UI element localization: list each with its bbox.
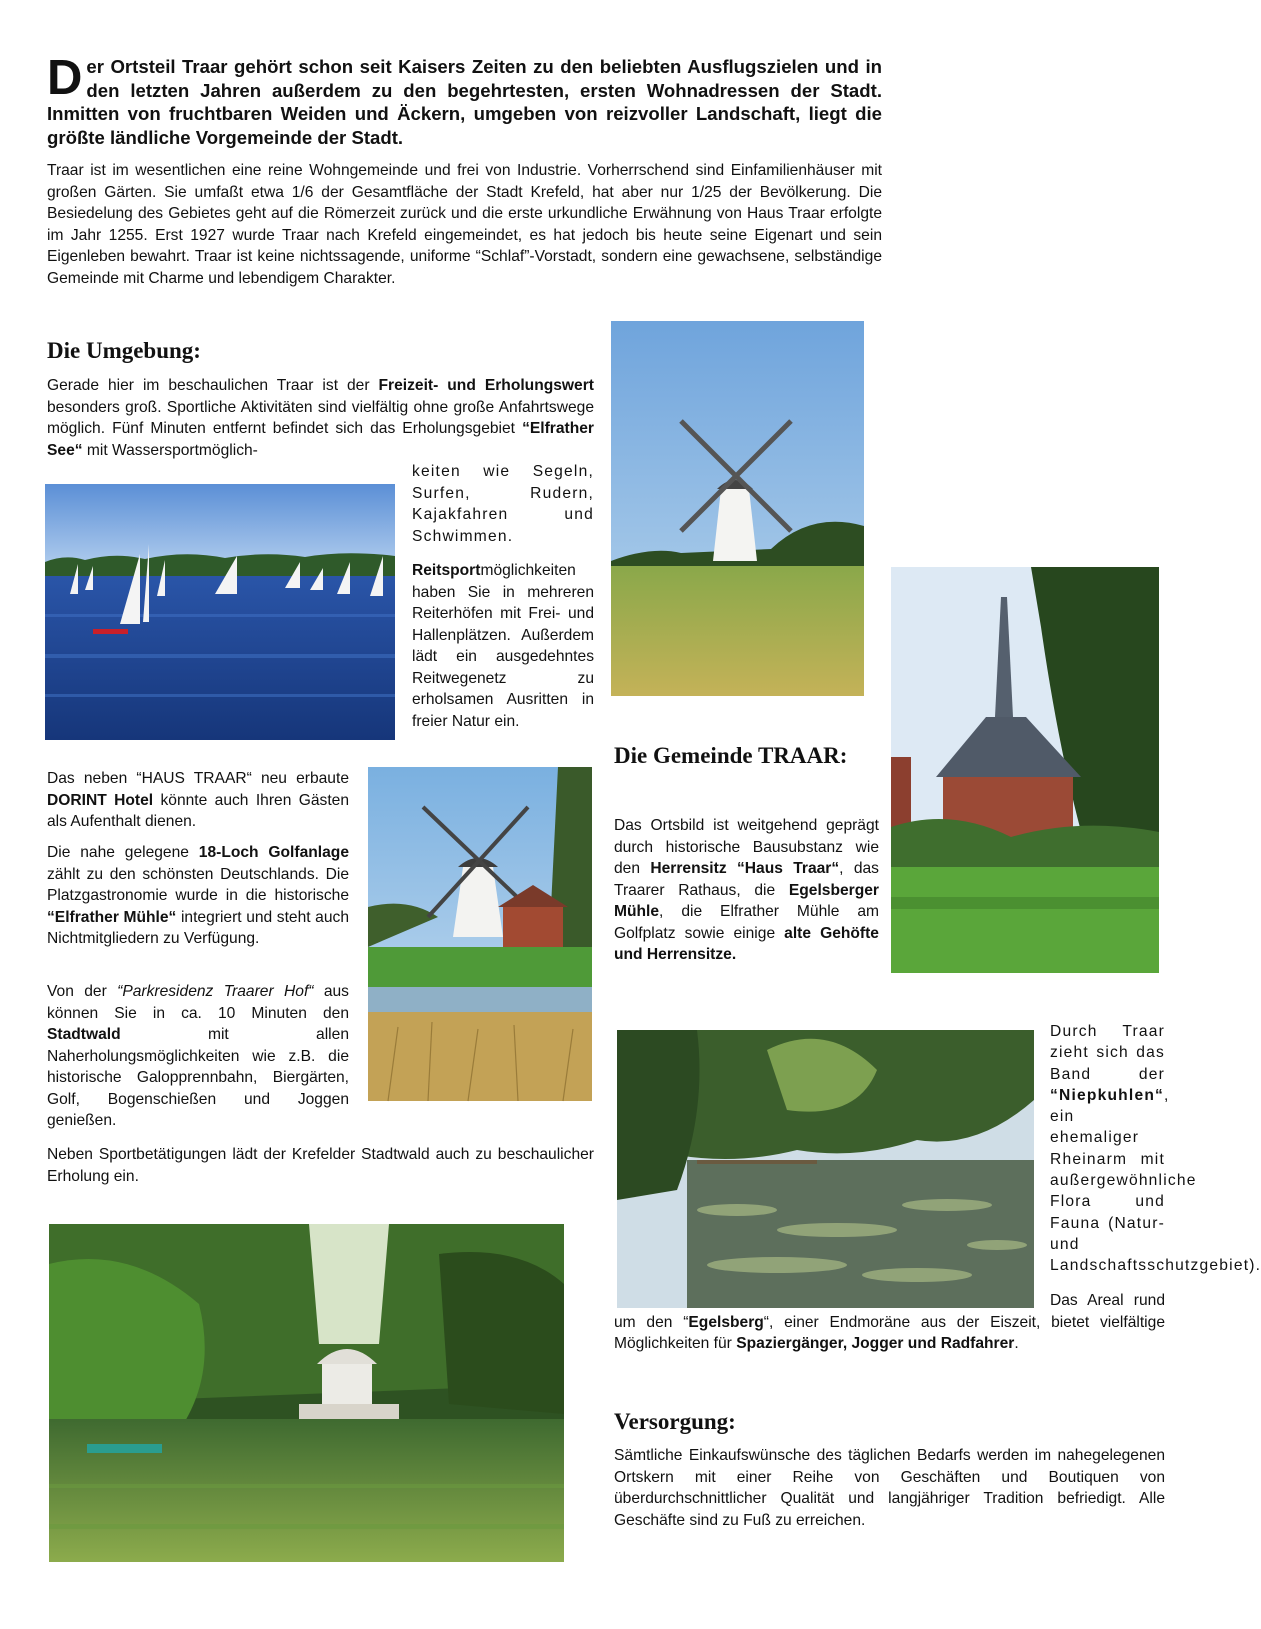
photo-sailing-lake — [45, 484, 395, 740]
photo-windmill-golf — [368, 767, 592, 1101]
lead-text: er Ortsteil Traar gehört schon seit Kaisers Zeiten zu den beliebten Ausflugszielen und in den letzten Jahren außerdem zu den begehrtesten, ersten Wohnadressen der Stadt. Inmitten von fruchtbaren Weiden und Äckern, umgeben von reizvoller Landschaft, liegt die größte ländliche Vorgemeinde der Stadt. — [47, 56, 882, 148]
gemeinde-p3: Das Areal rund um den “Egelsberg“, einer Endmoräne aus der Eiszeit, bietet vielfältige Möglichkeiten für Spaziergänger, Jogger und Radfahrer. — [614, 1292, 1165, 1352]
photo-chapel — [891, 567, 1159, 973]
heading-gemeinde: Die Gemeinde TRAAR: — [614, 743, 848, 768]
intro-body: Traar ist im wesentlichen eine reine Wohngemeinde und frei von Industrie. Vorherrschend sind Einfamilienhäuser mit großen Gärten. Sie umfaßt etwa 1/6 der Gesamtfläche der Stadt Krefeld, hat aber nur 1/25 der Bevölkerung. Die Besiedelung des Gebietes geht auf die Römerzeit zurück und die erste urkundliche Erwähnung von Haus Traar erfolgte im Jahr 1255. Erst 1927 wurde Traar nach Krefeld eingemeindet, es hat jedoch bis heute seine Eigenart und sein Eigenleben bewahrt. Traar ist keine nichtssagende, uniforme “Schlaf”-Vorstadt, sondern eine gewachsene, selbständige Gemeinde mit Charme und lebendigem Charakter. — [47, 162, 882, 287]
photo-niepkuhlen-pond — [617, 1030, 1034, 1308]
lead-paragraph — [47, 51, 882, 149]
umgebung-p4: Die nahe gelegene 18-Loch Golfanlage zählt zu den schönsten Deutschlands. Die Platzgastronomie wurde in die historische “Elfrather Mühle“ integriert und steht auch Nichtmitgliedern zu Verfügung. — [47, 844, 349, 947]
photo-windmill-meadow — [611, 321, 864, 696]
umgebung-p1-cont: keiten wie Segeln, Surfen, Rudern, Kajakfahren und Schwimmen. — [412, 463, 594, 545]
versorgung-body: Sämtliche Einkaufswünsche des täglichen Bedarfs werden im nahegelegenen Ortskern mit einer Reihe von Geschäften und Boutiquen von überdurchschnittlicher Qualität und langjähriger Tradition befriedigt. Alle Geschäfte sind zu Fuß zu erreichen. — [614, 1447, 1165, 1529]
photo-park-temple — [49, 1224, 564, 1562]
heading-umgebung: Die Umgebung: — [47, 338, 201, 363]
drop-cap: D — [47, 51, 83, 105]
umgebung-p3: Das neben “HAUS TRAAR“ neu erbaute DORINT Hotel könnte auch Ihren Gästen als Aufenthalt dienen. — [47, 770, 349, 830]
umgebung-p6: Neben Sportbetätigungen lädt der Krefelder Stadtwald auch zu beschaulicher Erholung ein. — [47, 1146, 594, 1185]
gemeinde-p2: Durch Traar zieht sich das Band der “Niepkuhlen“, ein ehemaliger Rheinarm mit außergewöhnliche Flora und Fauna (Natur- und Landschaftsschutzgebiet). — [1050, 1023, 1261, 1275]
umgebung-p1: Gerade hier im beschaulichen Traar ist der Freizeit- und Erholungswert besonders groß. Sportliche Aktivitäten sind vielfältig ohne große Anfahrtswege möglich. Fünf Minuten entfernt befindet sich das Erholungsgebiet “Elfrather See“ mit Wassersportmöglich- — [47, 377, 594, 459]
gemeinde-p1: Das Ortsbild ist weitgehend geprägt durch historische Bausubstanz wie den Herrensitz “Haus Traar“, das Traarer Rathaus, die Egelsberger Mühle, die Elfrather Mühle am Golfplatz sowie einige alte Gehöfte und Herrensitze. — [614, 817, 879, 963]
umgebung-p2: Reitsportmöglichkeiten haben Sie in mehreren Reiterhöfen mit Frei- und Hallenplätzen. Außerdem lädt ein ausgedehntes Reitwegenetz zu erholsamen Ausritten in freier Natur ein. — [412, 562, 594, 730]
heading-versorgung: Versorgung: — [614, 1409, 736, 1434]
umgebung-p5: Von der “Parkresidenz Traarer Hof“ aus können Sie in ca. 10 Minuten den Stadtwald mit allen Naherholungsmöglichkeiten wie z.B. die historische Galopprennbahn, Biergärten, Golf, Bogenschießen und Joggen genießen. — [47, 983, 349, 1129]
